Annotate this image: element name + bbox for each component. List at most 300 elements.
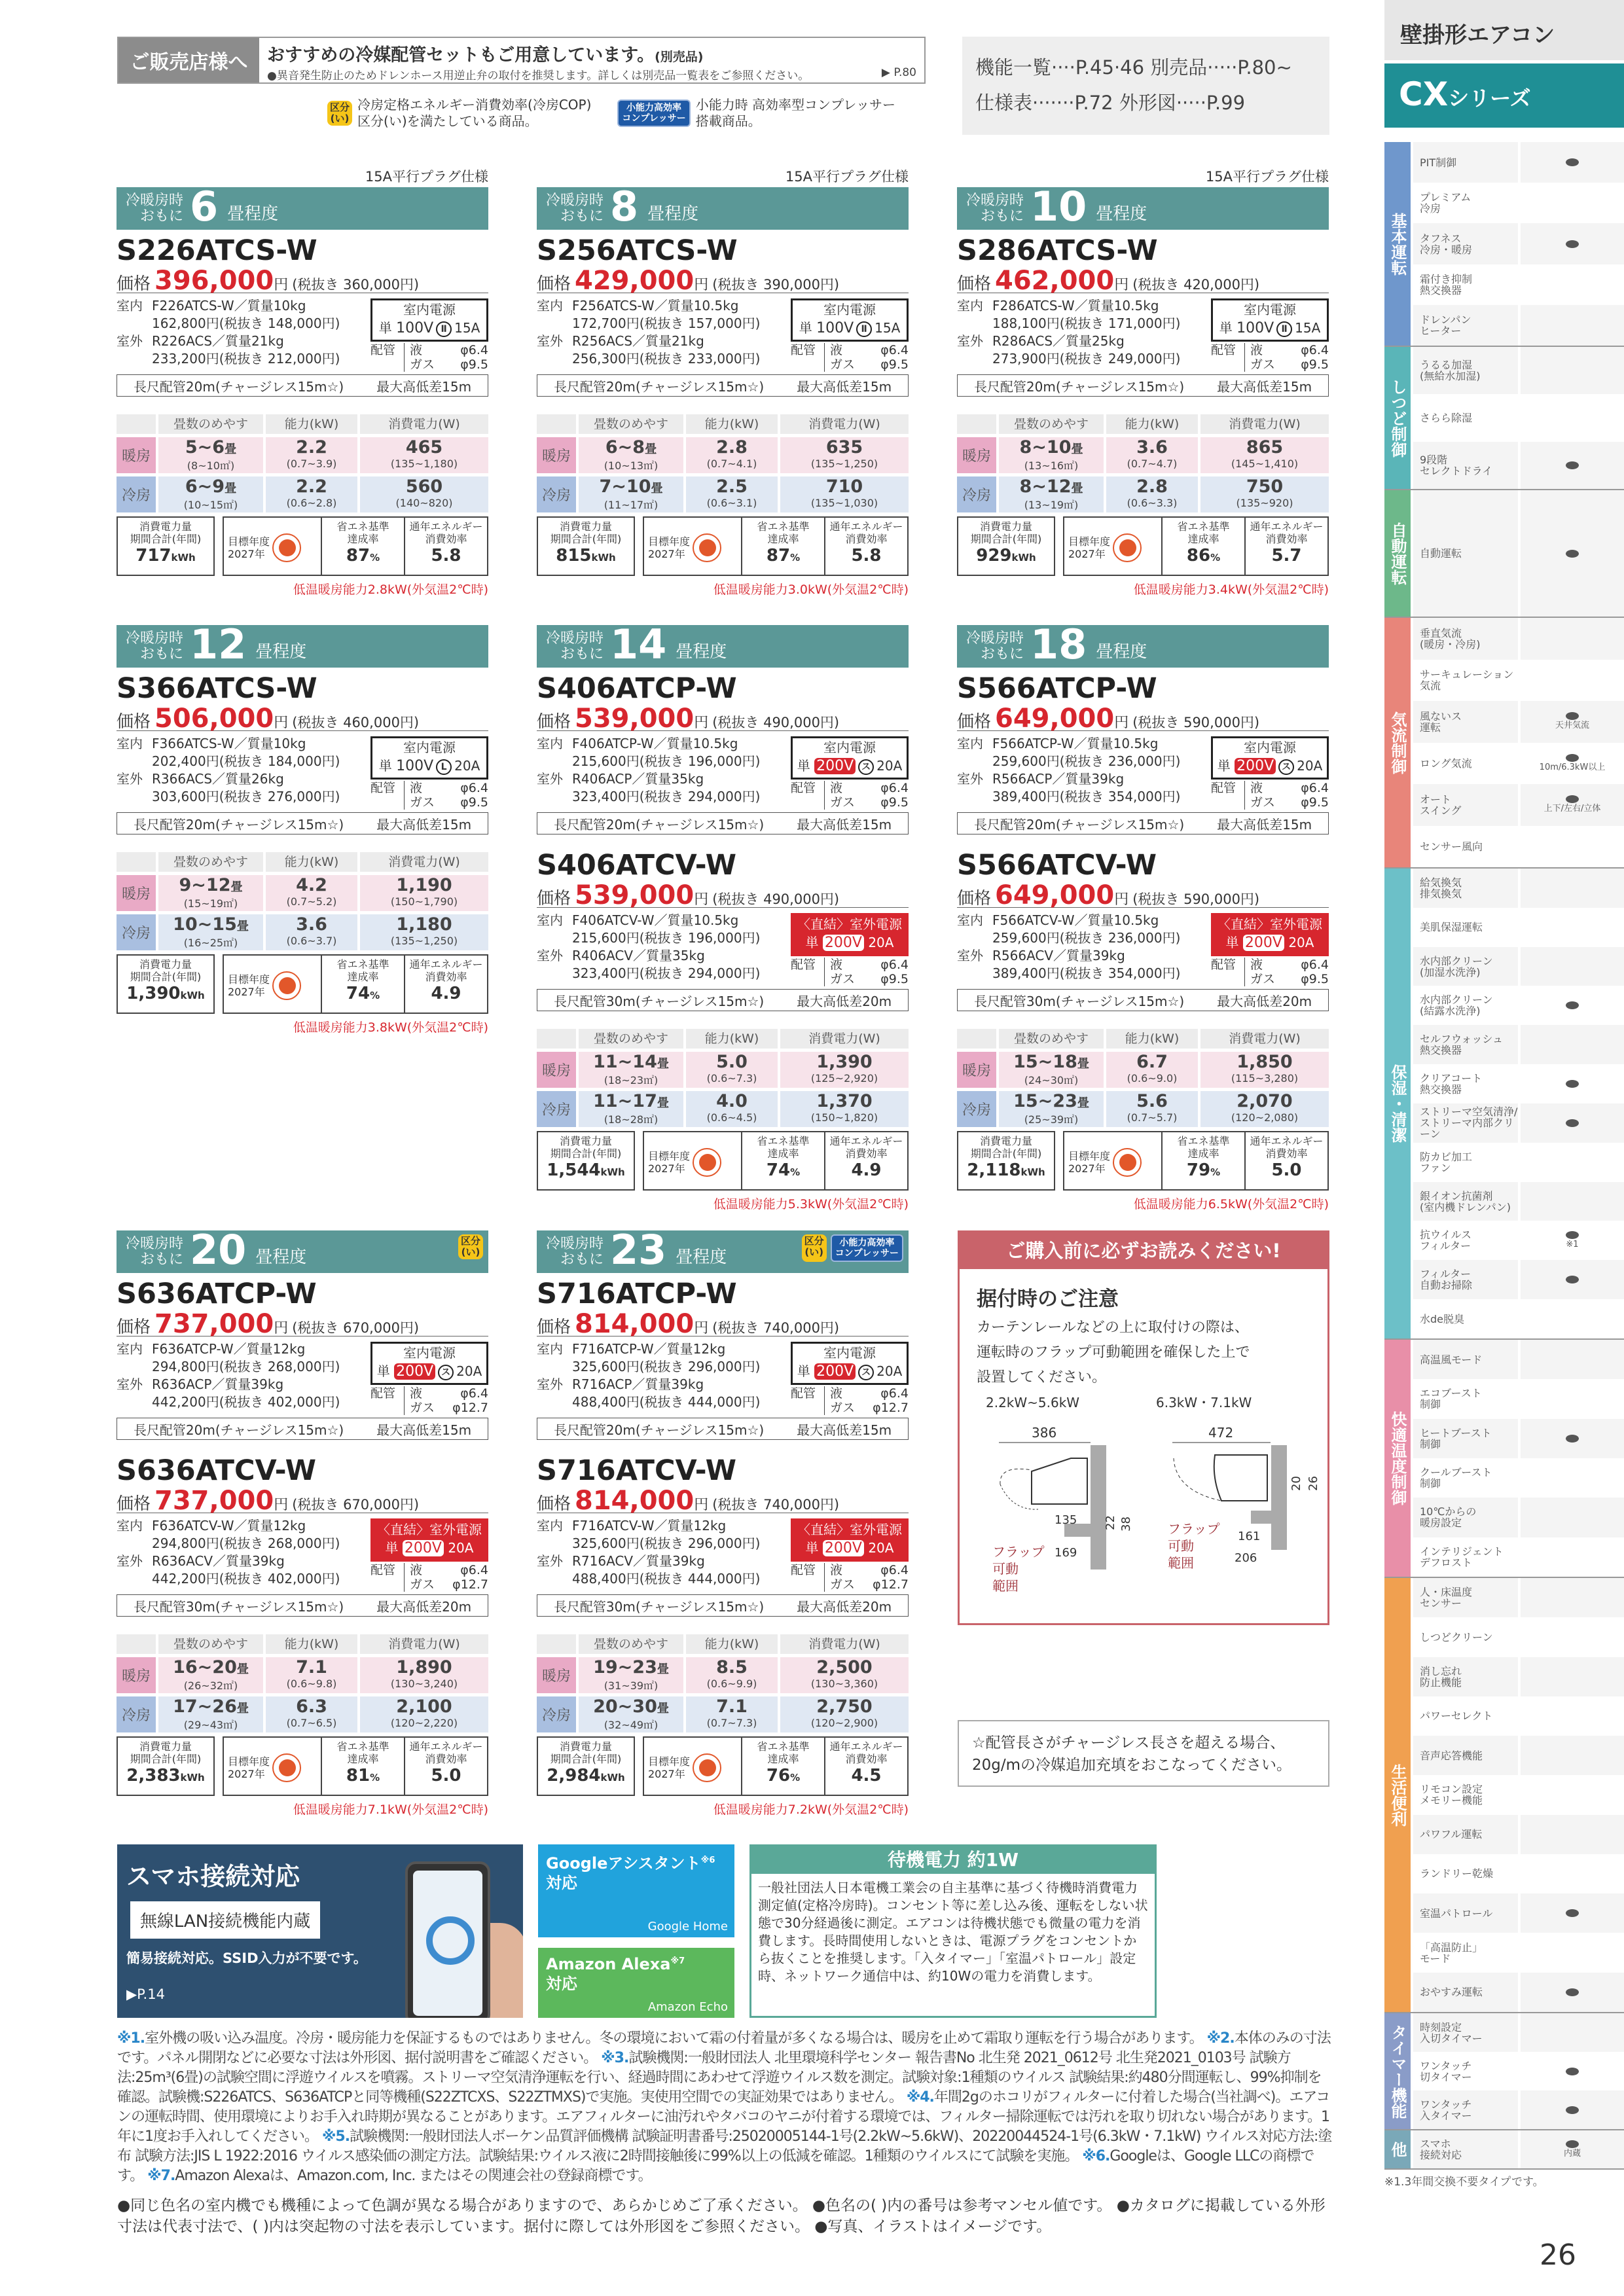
low-temp-heating: 低温暖房能力6.5kW(外気温2℃時) [1133,1197,1329,1211]
series-suffix: シリーズ [1448,86,1531,111]
indoor-unit-model: F406ATCV-W／質量10.5kg [572,912,739,928]
cool-power: 2,100 (120~2,220) [360,1696,488,1732]
indoor-power-box [1211,298,1329,342]
amperage: 20A [1297,758,1323,774]
dealer-label: ご販売店様へ [118,38,259,82]
header-prefix: 冷暖房時 [126,192,184,209]
piping-label: 配管 [791,343,825,372]
energy-saving-mark-icon [272,533,301,562]
spec-header: 能力(kW) [1106,414,1198,434]
feature-label: 水内部クリーン (結露水洗浄) [1420,994,1493,1018]
feature-label: リモコン設定 メモリー機能 [1420,1783,1483,1807]
compressor-badge [831,1234,903,1262]
liquid-diameter: φ6.4 [460,1386,488,1401]
outdoor-unit-price: 323,400円(税抜き 294,000円) [572,965,761,981]
price-row [957,266,1329,296]
header-prefix: 冷暖房時 [966,192,1024,209]
piping-spec [1211,958,1329,986]
heat-capacity: 4.2 (0.7~5.2) [266,875,357,911]
price-row [957,704,1329,734]
standby-title: 待機電力 約1W [751,1846,1155,1874]
room-size-suffix: 畳程度 [1096,204,1147,224]
feature-label: 音声応答機能 [1413,1736,1518,1775]
bottom-notes: ●同じ色名の室内機でも機種によって色調が異なる場合がありますので、あらかじめご了承ください。 ●色名の( )内の番号は参考マンセル値です。 ●カタログに掲載している外形寸法は代表寸法で、( )内は突起物の寸法を表示しています。据付に際しては外形図をご参照ください。 ●写真、イラストはイメージです。 [117,2197,1326,2235]
badge-text: (い) [804,1246,824,1258]
feature-row [1411,490,1624,617]
dimension-label: 20 [1290,1476,1303,1491]
heat-label: 暖房 [117,437,156,473]
price-row [117,1309,488,1339]
feature-label: セルフウォッシュ 熱交換器 [1413,1025,1518,1064]
feature-row [1411,1854,1624,1893]
feature-label: 垂直気流 (暖房・冷房) [1413,618,1518,660]
heat-power: 635 (135~1,250) [780,437,909,473]
flap-clearance-diagram [960,1393,1327,1609]
indoor-unit-model: F256ATCS-W／質量10.5kg [572,298,739,314]
price-excl-tax: (税抜き 740,000円) [712,1497,840,1513]
yen-unit: 円 [274,715,289,731]
footnote-text: 試験機関:一般財団法人ボーケン品質評価機構 試験証明書番号:25020005144-1号(2.2kW~5.6kW)、20220044524-1号(6.3kW・7.1kW) ウイルス対応方法:塗布 試験方法:JIS L 1922:2016 ウイルス感染価の測定方法。試験結果:ウイルス液に2時間接触後に99%以上の低減を確認。1種類のウイルスにて試験を実施。 [117,2128,1332,2164]
low-temp-heating: 低温暖房能力2.8kW(外気温2℃時) [293,583,488,597]
outdoor-unit-model: R636ACV／質量39kg [152,1553,285,1569]
price-label: 価格 [117,1494,151,1514]
feature-category [1384,869,1624,1340]
feature-row [1411,869,1624,908]
spec-header: 畳数のめやす [999,1029,1104,1049]
feature-row [1411,2013,1624,2052]
feature-row [1411,1419,1624,1458]
apf-value: 通年エネルギー 消費効率 5.0 [1250,1135,1324,1180]
gas-diameter: φ9.5 [460,795,488,810]
piping-spec [1211,343,1329,372]
spec-header: 能力(kW) [266,1634,357,1654]
gas-diameter: φ9.5 [880,972,909,986]
indoor-unit-price: 259,600円(税抜き 236,000円) [992,753,1181,769]
header-prefix: 冷暖房時 [546,192,604,209]
indoor-unit-model: F566ATCP-W／質量10.5kg [992,736,1159,751]
cool-label: 冷房 [537,1091,576,1127]
cool-tatami: 7~10畳 (11~17㎡) [579,476,683,512]
price-value: 814,000 [575,1486,695,1516]
index-line[interactable]: 仕様表·······P.72 外形図·····P.99 [975,92,1246,114]
price-excl-tax: (税抜き 490,000円) [712,891,840,907]
gas-diameter: φ9.5 [1301,357,1329,372]
feature-label: おやすみ運転 [1413,1973,1518,2012]
gas-diameter: φ9.5 [1301,972,1329,986]
amperage: 20A [876,1363,903,1379]
piping-spec [370,781,488,810]
long-pipe: 長尺配管20m(チャージレス15m☆) [973,816,1185,833]
annual-consumption: 消費電力量 期間合計(年間) 1,390kWh [117,954,215,1014]
amperage: 15A [875,320,901,336]
gas-label: ガス [830,1401,856,1415]
feature-label: センサー風向 [1420,840,1483,853]
indoor-unit-price: 325,600円(税抜き 296,000円) [572,1535,761,1551]
heat-power: 1,890 (130~3,240) [360,1657,488,1693]
feature-label: 高温風モード [1413,1340,1518,1379]
feature-label: タフネス 冷房・暖房 [1413,223,1518,264]
voltage: 200V [1235,758,1276,774]
price-row [957,880,1329,908]
feature-label: 水内部クリーン (加湿水洗浄) [1413,947,1518,986]
annual-consumption: 消費電力量 期間合計(年間) 1,544kWh [537,1131,635,1191]
max-height-diff: 最大高低差15m [797,1422,892,1438]
price-excl-tax: (税抜き 670,000円) [292,1320,420,1336]
energy-saving-mark-icon [693,1148,721,1177]
feature-row [1411,1182,1624,1221]
annual-consumption: 消費電力量 期間合計(年間) 717kWh [117,516,215,576]
pipe-length-box [537,1594,909,1617]
price-excl-tax: (税抜き 590,000円) [1132,891,1260,907]
long-pipe: 長尺配管30m(チャージレス15m☆) [553,1598,765,1615]
outdoor-label: 室外 [957,771,983,787]
model-name: S256ATCS-W [537,234,738,267]
page-index [962,37,1329,135]
amperage: 20A [868,935,894,950]
heat-power: 465 (135~1,180) [360,437,488,473]
cool-capacity: 2.2 (0.6~2.8) [266,476,357,512]
header-prefix: 冷暖房時 [546,1236,604,1252]
piping-label: 配管 [1211,781,1245,810]
available-dot-icon [1566,1435,1579,1443]
phase: 単 [797,1363,810,1379]
indoor-power-box [791,736,909,780]
dimension-label: 22 [1104,1515,1117,1530]
category-name: 他 [1384,2130,1411,2168]
cool-power: 1,370 (150~1,820) [780,1091,909,1127]
price-excl-tax: (税抜き 460,000円) [292,715,420,730]
feature-row [1411,442,1624,489]
power-title: 〈直結〉室外電源 [797,916,902,932]
feature-label: 風ないス 運転 [1413,701,1518,743]
heat-tatami: 19~23畳 (31~39㎡) [579,1657,683,1693]
badge-text: 小能力高効率 [839,1238,895,1248]
feature-label: しつどクリーン [1420,1630,1493,1643]
pipe-length-box [957,989,1329,1011]
price-label: 価格 [537,889,571,908]
banner-page-link[interactable]: ▶ P.80 [881,66,916,79]
price-excl-tax: (税抜き 490,000円) [712,715,840,730]
feature-row [1411,1696,1624,1736]
piping-label: 配管 [370,1563,405,1592]
diagram-label: 6.3kW・7.1kW [1156,1395,1252,1410]
plug-spec-note: 15A平行プラグ仕様 [365,169,488,185]
outdoor-unit-price: 233,200円(税抜き 212,000円) [152,351,340,367]
indoor-unit-price: 294,800円(税抜き 268,000円) [152,1535,340,1551]
long-pipe: 長尺配管30m(チャージレス15m☆) [553,993,765,1009]
l-shaped-plug-icon: L [436,759,452,775]
energy-row [117,954,488,1014]
parallel-plug-icon: Ⅱ [856,321,872,337]
room-size-suffix: 畳程度 [227,204,279,224]
heat-capacity: 5.0 (0.6~7.3) [686,1052,778,1088]
feature-row [1411,660,1624,702]
feature-row [1411,2052,1624,2090]
feature-label: 時刻設定 入切タイマー [1413,2013,1518,2052]
max-height-diff: 最大高低差20m [1217,993,1312,1009]
heat-power: 865 (145~1,410) [1200,437,1329,473]
heat-tatami: 8~10畳 (13~16㎡) [999,437,1104,473]
energy-saving-mark-icon [272,971,301,1000]
outdoor-unit-model: R566ACV／質量39kg [992,948,1125,963]
feature-row [1411,1578,1624,1617]
dimension-label: 161 [1238,1530,1261,1543]
feature-row [1411,223,1624,264]
badge-legend [327,97,895,130]
heat-label: 暖房 [117,875,156,911]
footnotes [117,2029,1335,2186]
target-year: 目標年度 2027年 [224,518,322,575]
model-entry [537,673,909,844]
model-name: S636ATCV-W [117,1454,317,1487]
room-size: 23 [610,1226,667,1274]
gas-diameter: φ12.7 [452,1401,488,1415]
outdoor-unit-model: R406ACP／質量35kg [572,771,704,787]
indoor-label: 室内 [537,912,563,928]
product-header [117,620,488,668]
available-dot-icon [1566,1909,1579,1917]
feature-category [1384,2013,1624,2130]
energy-row [957,516,1329,576]
spec-table [957,1029,1329,1127]
phase: 単 [805,935,819,950]
outdoor-unit-price: 389,400円(税抜き 354,000円) [992,965,1181,981]
model-name: S566ATCP-W [957,672,1157,705]
heat-power: 2,500 (130~3,360) [780,1657,909,1693]
page-number: 26 [1540,2238,1576,2272]
feature-label: ランドリー乾燥 [1420,1867,1494,1880]
outdoor-unit-price: 303,600円(税抜き 276,000円) [152,789,340,804]
energy-saving-mark-icon [272,1753,301,1782]
indoor-power-box [370,736,488,780]
price-label: 価格 [117,712,151,732]
power-title: 室内電源 [403,740,456,755]
price-excl-tax: (税抜き 590,000円) [1132,715,1260,730]
gas-label: ガス [410,1401,435,1415]
spec-header: 畳数のめやす [158,1634,263,1654]
cool-tatami: 6~9畳 (10~15㎡) [158,476,263,512]
low-temp-heating: 低温暖房能力3.4kW(外気温2℃時) [1133,583,1329,597]
max-height-diff: 最大高低差20m [376,1598,472,1615]
feature-row [1411,1103,1624,1143]
svg-text:フラップ: フラップ [1168,1521,1220,1537]
outdoor-label: 室外 [537,333,563,349]
feature-category [1384,2130,1624,2170]
smart-page-link[interactable]: ▶P.14 [126,1986,165,2002]
yen-unit: 円 [694,1320,709,1336]
svg-text:フラップ: フラップ [992,1544,1045,1560]
price-label: 価格 [957,274,992,294]
outdoor-label: 室外 [537,948,563,963]
spec-header: 畳数のめやす [999,414,1104,434]
outdoor-power-box [791,913,909,956]
price-value: 737,000 [154,1309,274,1339]
spec-table [117,1634,488,1732]
available-dot-icon [1566,2068,1579,2075]
sidebar-title: 壁掛形エアコン [1384,0,1624,60]
liquid-label: 液 [410,1386,423,1401]
price-label: 価格 [537,274,571,294]
indoor-label: 室内 [117,1518,143,1534]
spec-header: 能力(kW) [686,1634,778,1654]
header-prefix: おもに [140,646,184,662]
price-row [537,266,909,296]
apf-value: 通年エネルギー 消費効率 5.7 [1250,520,1324,565]
feature-label: インテリジェント デフロスト [1420,1545,1504,1569]
feature-label: うるる加湿 (無給水加湿) [1413,347,1518,394]
gas-label: ガス [410,795,435,810]
outdoor-unit-model: R406ACV／質量35kg [572,948,705,963]
outdoor-unit-model: R286ACS／質量25kg [992,333,1125,349]
spec-header: 消費電力(W) [780,414,909,434]
header-prefix: おもに [981,646,1024,662]
badge-text: コンプレッサー [835,1248,899,1259]
liquid-diameter: φ6.4 [880,1563,909,1577]
outdoor-unit-model: R716ACV／質量39kg [572,1553,705,1569]
price-row [537,1309,909,1339]
spec-header: 能力(kW) [1106,1029,1198,1049]
price-value: 539,000 [575,880,695,910]
gas-diameter: φ12.7 [452,1577,488,1592]
gas-label: ガス [830,357,856,372]
index-line[interactable]: 機能一覧····P.45·46 別売品·····P.80~ [975,56,1292,79]
tandem-plug-icon: ス [1278,759,1294,775]
yen-unit: 円 [694,715,709,731]
outdoor-unit-price: 442,200円(税抜き 402,000円) [152,1394,340,1410]
footnote-text: Amazon Alexaは、Amazon.com, Inc. またはその関連会社の登録商標です。 [175,2168,652,2184]
voltage: 200V [394,1363,435,1380]
feature-row [1411,1815,1624,1854]
achievement-rate: 省エネ基準 達成率 76% [742,1738,825,1795]
feature-row [1411,142,1624,183]
feature-row [1411,1973,1624,2012]
feature-row [1411,264,1624,305]
feature-category [1384,1340,1624,1578]
voltage: 100V [816,320,854,336]
cool-capacity: 7.1 (0.7~7.3) [686,1696,778,1732]
liquid-label: 液 [1250,958,1263,972]
feature-label: 給気換気 排気換気 [1413,869,1518,908]
indoor-unit-price: 215,600円(税抜き 196,000円) [572,930,761,946]
dimension-label: 169 [1055,1546,1077,1560]
footnote-mark: ※1. [117,2030,145,2047]
room-size: 8 [610,183,639,230]
feature-label: 10℃からの 暖房設定 [1413,1498,1518,1537]
phase: 単 [797,758,810,774]
piping-label: 配管 [791,1386,825,1415]
indoor-unit-price: 202,400円(税抜き 184,000円) [152,753,340,769]
room-size-suffix: 畳程度 [676,1247,727,1267]
spec-table [957,414,1329,512]
indoor-label: 室内 [957,298,983,314]
apf-value: 通年エネルギー 消費効率 5.0 [409,1740,483,1785]
yen-unit: 円 [274,1320,289,1336]
max-height-diff: 最大高低差15m [376,816,472,833]
product-block [957,620,1329,1212]
product-block [537,1226,909,1818]
product-block [537,620,909,1212]
long-pipe: 長尺配管20m(チャージレス15m☆) [133,816,344,833]
voltage: 100V [396,758,434,774]
feature-label: クリアコート 熱交換器 [1420,1072,1483,1096]
tandem-plug-icon: ス [858,759,874,775]
plug-spec-note: 15A平行プラグ仕様 [1205,169,1329,185]
outdoor-unit-model: R366ACS／質量26kg [152,771,284,787]
energy-row [117,1736,488,1796]
feature-label: 「高温防止」 モード [1420,1941,1483,1965]
footnote-text: 本体のみの寸法です。パネル開閉などに必要な寸法は外形図、据付説明書をご確認ください。 [117,2030,1331,2066]
indoor-label: 室内 [957,736,983,751]
spec-header: 畳数のめやす [158,414,263,434]
footnote-text: 室外機の吸い込み温度。冷房・暖房能力を保証するものではありません。冬の環境において霜の付着量が多くなる場合は、暖房を止めて霜取り運転を行う場合があります。 [145,2030,1203,2047]
indoor-unit-model: F566ATCV-W／質量10.5kg [992,912,1159,928]
gas-label: ガス [410,357,435,372]
power-title: 室内電源 [1244,740,1296,755]
notice-body: カーテンレールなどの上に取付けの際は、 運転時のフラップ可動範囲を確保した上で 設置してください。 [977,1319,1250,1386]
category-name: しつど制御 [1384,347,1411,489]
price-row [537,1486,909,1516]
pipe-length-box [117,374,488,397]
indoor-unit-model: F716ATCP-W／質量12kg [572,1341,726,1357]
long-pipe: 長尺配管20m(チャージレス15m☆) [133,378,344,395]
power-title: 〈直結〉室外電源 [377,1522,482,1537]
power-title: 〈直結〉室外電源 [797,1522,902,1537]
feature-label: 銀イオン抗菌剤 (室内機ドレンパン) [1413,1182,1518,1221]
phase: 単 [1219,320,1233,336]
outdoor-unit-model: R256ACS／質量21kg [572,333,704,349]
gas-label: ガス [830,972,856,986]
power-title: 室内電源 [1244,302,1296,317]
liquid-label: 液 [830,781,843,795]
header-prefix: おもに [140,1251,184,1268]
indoor-label: 室内 [537,736,563,751]
feature-note: 上下/左右/立体 [1543,804,1601,814]
liquid-label: 液 [410,1563,423,1577]
feature-row [1411,1221,1624,1260]
outdoor-unit-model: R566ACP／質量39kg [992,771,1125,787]
category-name: 自動運転 [1384,490,1411,617]
target-year: 目標年度 2027年 [1064,1132,1163,1189]
spec-header: 畳数のめやす [579,1634,683,1654]
low-temp-heating: 低温暖房能力3.0kW(外気温2℃時) [713,583,909,597]
banner-sub: ●異音発生防止のためドレンホース用逆止弁の取付を推奨します。詳しくは別売品一覧表をご参照ください。 [267,69,810,82]
heat-tatami: 5~6畳 (8~10㎡) [158,437,263,473]
installation-notice [958,1230,1329,1625]
badge-text: 区分 [804,1235,824,1247]
kubun-badge [802,1234,827,1262]
price-label: 価格 [117,1318,151,1337]
price-label: 価格 [537,712,571,732]
gas-label: ガス [830,795,856,810]
price-value: 396,000 [154,266,274,296]
liquid-diameter: φ6.4 [460,781,488,795]
heat-capacity: 3.6 (0.7~4.7) [1106,437,1198,473]
kubun-badge [458,1234,483,1259]
achievement-rate: 省エネ基準 達成率 74% [742,1132,825,1189]
heat-label: 暖房 [537,1052,576,1088]
feature-row [1411,1657,1624,1696]
target-year: 目標年度 2027年 [644,1738,742,1795]
outdoor-label: 室外 [537,1553,563,1569]
indoor-unit-model: F286ATCS-W／質量10.5kg [992,298,1159,314]
feature-row [1411,305,1624,346]
room-size-suffix: 畳程度 [647,204,699,224]
liquid-diameter: φ6.4 [460,343,488,357]
phase: 単 [378,320,392,336]
feature-row [1411,947,1624,986]
svg-text:可動: 可動 [992,1561,1019,1577]
cool-power: 1,180 (135~1,250) [360,914,488,950]
